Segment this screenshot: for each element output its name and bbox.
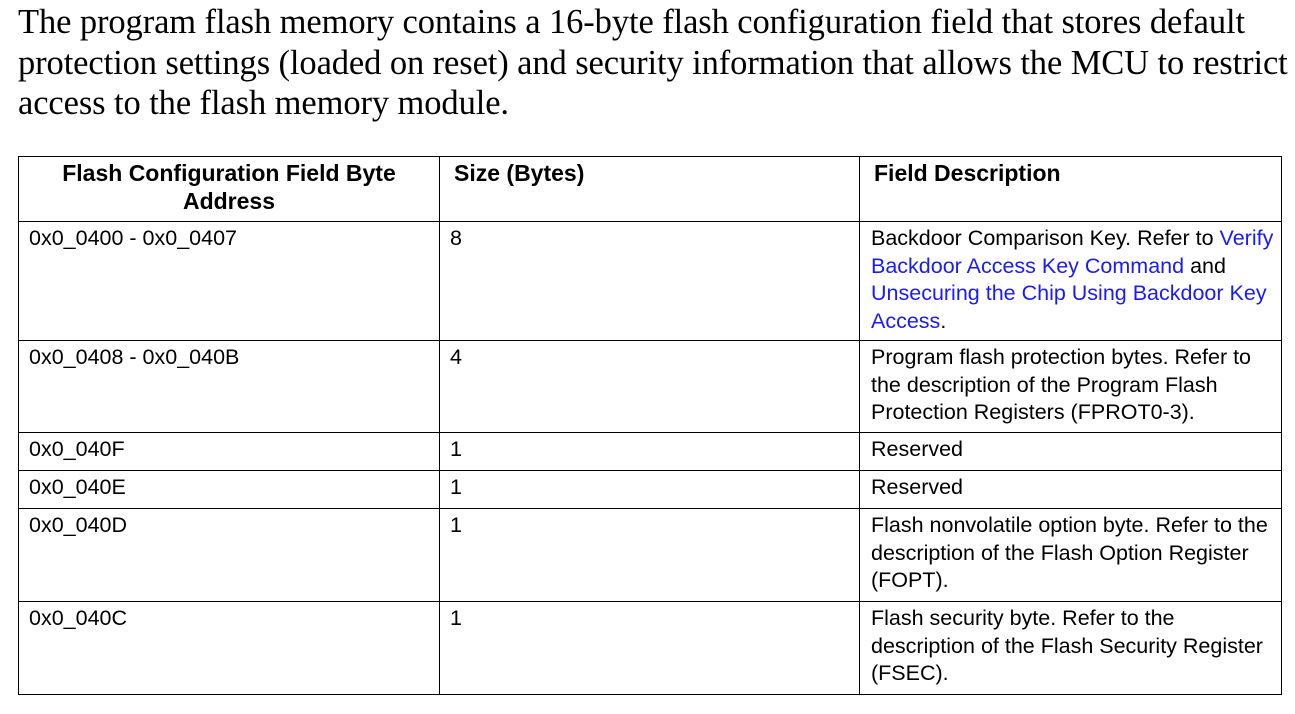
intro-paragraph: The program flash memory contains a 16-byte flash configuration field that stores default protection settings (loaded on reset) and security information that allows the MCU to restrict access to the flash memory module. (18, 3, 1288, 122)
cell-size: 1 (440, 433, 860, 471)
table-row (19, 222, 1282, 341)
description-text: Backdoor Comparison Key. Refer to (871, 226, 1220, 250)
header-size: Size (Bytes) (440, 157, 860, 222)
cell-address: 0x0_0408 - 0x0_040B (19, 341, 440, 433)
cell-address: 0x0_040D (19, 509, 440, 602)
cell-description: Flash security byte. Refer to the description of the Flash Security Register (FSEC). (860, 602, 1282, 695)
cell-address: 0x0_040E (19, 471, 440, 509)
cell-description: Program flash protection bytes. Refer to the description of the Program Flash Protection Registers (FPROT0-3). (860, 341, 1282, 433)
description-text: and (1184, 253, 1226, 278)
table-row (19, 341, 1282, 433)
cell-description: Reserved (860, 433, 1282, 471)
table-row (19, 433, 1282, 471)
cell-size: 1 (440, 602, 860, 695)
cell-description (860, 222, 1282, 341)
unsecuring-chip-link[interactable]: Unsecuring the Chip Using Backdoor Key Access (871, 281, 1267, 333)
header-address: Flash Configuration Field Byte Address (19, 157, 440, 222)
verify-backdoor-link[interactable]: Verify Backdoor Access Key Command (871, 226, 1274, 278)
cell-size: 4 (440, 341, 860, 433)
cell-description: Flash nonvolatile option byte. Refer to the description of the Flash Option Register (FOPT). (860, 509, 1282, 602)
cell-address: 0x0_040C (19, 602, 440, 695)
description-text: . (940, 308, 947, 333)
cell-description: Reserved (860, 471, 1282, 509)
cell-size: 8 (440, 222, 860, 341)
cell-size: 1 (440, 471, 860, 509)
cell-address: 0x0_040F (19, 433, 440, 471)
table-row (19, 602, 1282, 695)
header-description: Field Description (860, 157, 1282, 222)
table-row (19, 471, 1282, 509)
cell-address: 0x0_0400 - 0x0_0407 (19, 222, 440, 341)
cell-size: 1 (440, 509, 860, 602)
flash-config-table (18, 156, 1282, 695)
table-row (19, 509, 1282, 602)
table-header-row (19, 157, 1282, 222)
